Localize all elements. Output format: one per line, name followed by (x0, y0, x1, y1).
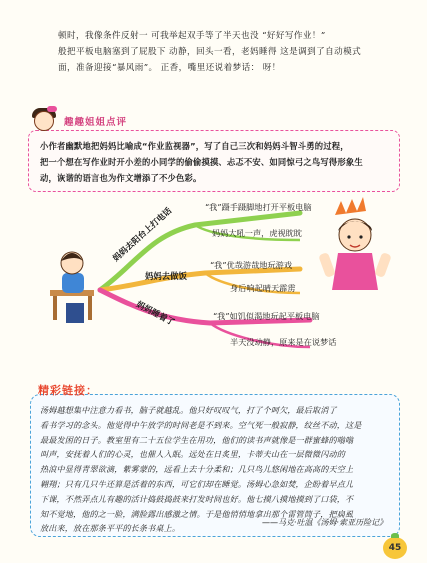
highlights-line: 下课，不然弄点儿有趣的活计捣鼓捣鼓来打发时间也好。他七摸八摸地摸到了口袋，不 (40, 493, 354, 504)
branch-label-phone: 妈妈去阳台上打电话 (110, 205, 174, 264)
leaf-text: “我”优哉游哉地玩游戏 (210, 260, 293, 270)
highlights-line: 放出来，放在那条平平的长条书桌上。 (40, 523, 181, 534)
story-line: 顿时，我像条件反射一 可我举起双手等了半天也没 “好好写作业！” (58, 31, 326, 41)
highlights-line: 最最发困的日子。教室里有二十五位学生在用功，他们的读书声就像是一群蜜蜂的嗡嗡 (40, 434, 354, 445)
leaf-text: 身后响起晴天霹雳 (230, 283, 296, 293)
story-line: 般把平板电脑塞到了屁股下 动静，回头一看，老妈睡得 这是调到了自动模式 (58, 47, 362, 57)
branch-label-sleeping: 妈妈睡着了 (134, 298, 177, 328)
angry-mother-icon (318, 197, 392, 290)
highlights-line: 叫声，安抚着人们的心灵，也催人入眠。远处在日炙里，卡蒂夫山在一层微微闪动的 (40, 449, 346, 460)
girl-mascot-icon (30, 108, 58, 134)
leaf-text: 妈妈大吼一声，虎视眈眈 (212, 228, 303, 238)
comment-line: 把一个想在写作业时开小差的小同学的偷偷摸摸、忐忑不安、如同惊弓之鸟写得形象生 (40, 157, 363, 167)
leaf-text: “我”如饥似渴地玩起平板电脑 (213, 311, 320, 321)
highlights-line: 热浪中显得青翠欲滴，紫雾蒙的，远看上去十分柔和；几只鸟儿悠闲地在高高的天空上 (40, 464, 354, 475)
branch-label-cooking: 妈妈去做饭 (145, 271, 187, 281)
highlights-title: 精彩链接： (38, 384, 98, 397)
highlights-line: 看书学习的念头。他觉得中午放学的时间老是不到来。空气死一般寂静，纹丝不动，这是 (40, 419, 362, 430)
boy-studying-icon (50, 252, 94, 323)
leaf-text: 半天没动静，原来是在说梦话 (230, 337, 337, 347)
story-line: 面，准备迎接“暴风雨”。 正香，嘴里还说着梦话： 呀！ (58, 63, 281, 73)
comment-header (30, 110, 127, 132)
story-paragraph (58, 28, 390, 76)
highlights-line: 翱翔；只有几只牛还算是活着的东西，可它们却在睡觉。汤姆心急如焚，企盼着早点儿 (40, 478, 354, 489)
page-number: 45 (383, 537, 407, 559)
highlights-line: 汤姆越想集中注意力看书，脑子就越乱。他只好叹叹气，打了个呵欠，最后取消了 (40, 405, 337, 415)
leaf-text: “我”蹑手蹑脚地打开平板电脑 (205, 202, 312, 212)
comment-line: 小作者幽默地把妈妈比喻成“作业监视器”，写了自己三次和妈妈斗智斗勇的过程， (40, 141, 349, 151)
mind-map (0, 195, 427, 370)
highlights-line: 知不觉地，他的之一脸，满脸露出感激之情。于是他悄悄地拿出那个雷管筒子，把扁虱 (40, 508, 354, 519)
comment-title: 趣趣姐姐点评 (64, 117, 128, 128)
mind-map-branches (0, 195, 427, 370)
attribution: ——马克·吐温《汤姆·索亚历险记》 (262, 518, 388, 527)
comment-line: 动，诙谐的语言也为作文增添了不少色彩。 (40, 173, 202, 183)
comment-text (40, 138, 394, 186)
